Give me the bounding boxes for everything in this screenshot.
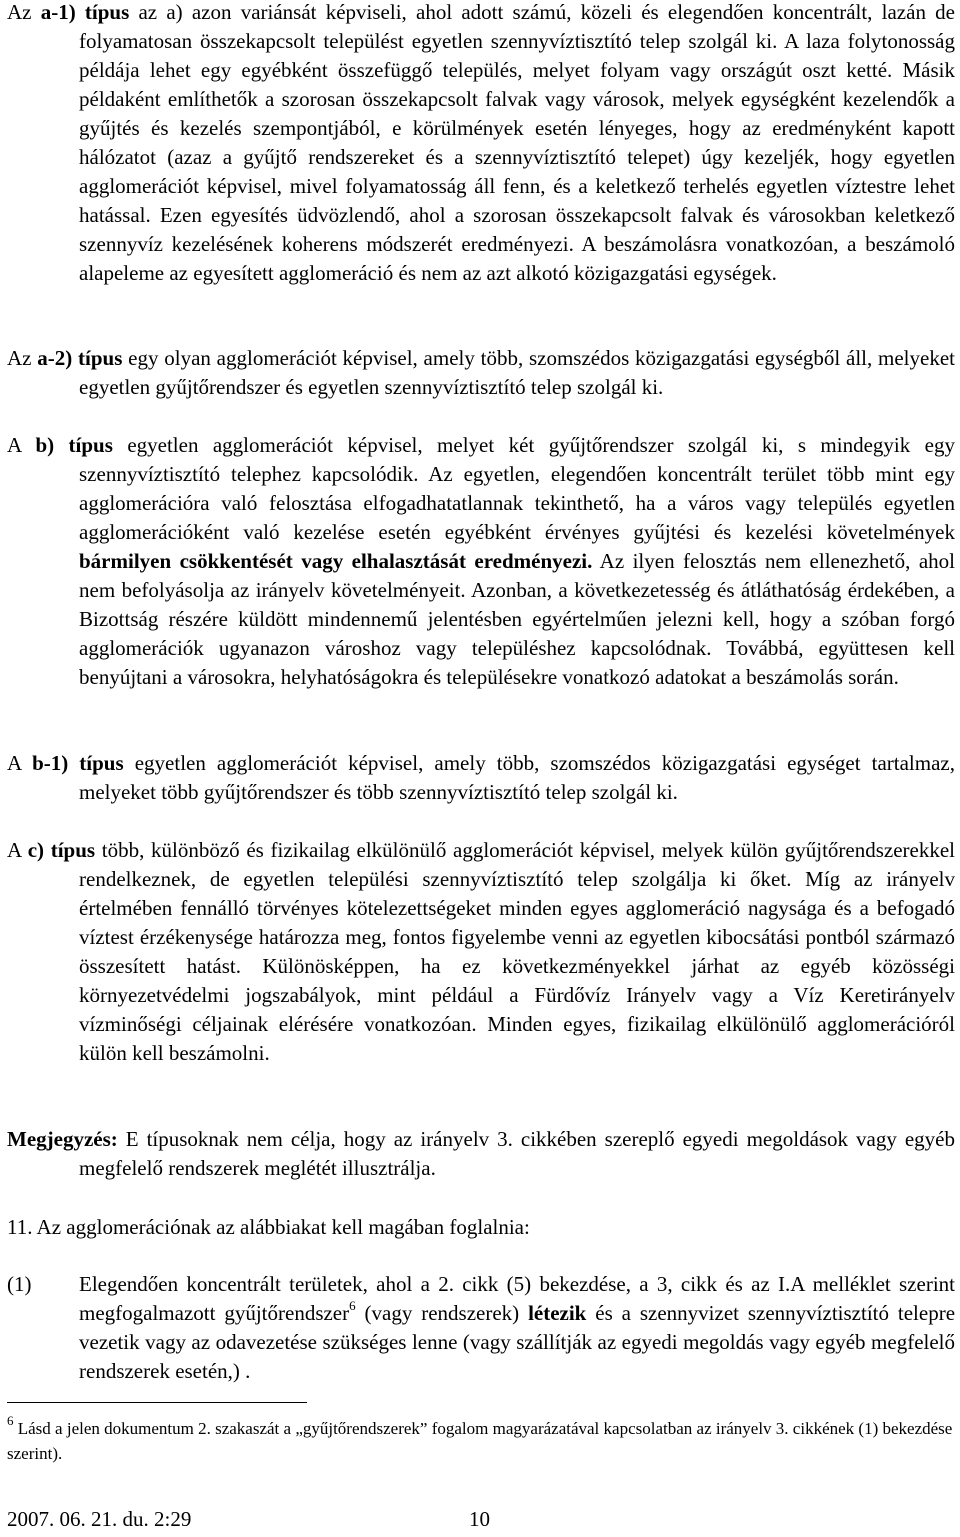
type-label-b1: b-1) típus bbox=[32, 751, 124, 775]
type-label-b: b) típus bbox=[35, 433, 113, 457]
emphasis-text: létezik bbox=[528, 1301, 587, 1325]
paragraph-c: A c) típus több, különböző és fizikailag elkülönülő agglomerációt képvisel, melyek külön gyűjtőrendszerekkel rendelkeznek, de egyetlen települési szennyvíztisztító telep szolgálja ki őket. Míg az irányelv értelmében fennálló törvényes kötelezettségeket minden egyes agglomeráció nagysága és a befogadó víztest érzékenysége határozza meg, fontos figyelembe venni az egyetlen kibocsátási pontból származó összesített hatást. Különösképpen, ha ez következményekkel járhat az egyéb közösségi környezetvédelmi jogszabályok, mint például a Fürdővíz Irányelv vagy a Víz Keretirányelv vízminőségi céljainak elérésére vonatkozóan. Minden egyes, fizikailag elkülönülő agglomerációról külön kell beszámolni. bbox=[7, 838, 955, 1065]
paragraph-a2: Az a-2) típus egy olyan agglomerációt képvisel, amely több, szomszédos közigazgatási egységből áll, melyeket egyetlen gyűjtőrendszer és egyetlen szennyvíztisztító telep szolgál ki. bbox=[7, 346, 955, 399]
emphasis-text: bármilyen csökkentését vagy elhalasztását eredményezi. bbox=[79, 549, 593, 573]
type-label-a2: a-2) típus bbox=[37, 346, 123, 370]
paragraph-b: A b) típus egyetlen agglomerációt képvisel, melyet két gyűjtőrendszer szolgál ki, s mindegyik egy szennyvíztisztító telephez kapcsolódik. Az egyetlen, elegendően koncentrált terület több mint egy agglomerációra való felosztása elfogadhatatlannak tekinthető, ha a város vagy település egyetlen agglomerációként való kezelése esetén egyébként érvényes gyűjtési és kezelési követelmények bármilyen csökkentését vagy elhalasztását eredményezi. Az ilyen felosztás nem ellenezhető, ahol nem befolyásolja az irányelv követelményeit. Azonban, a következetesség és átláthatóság érdekében, a Bizottság részére küldött mindennemű jelentésben egyértelműen jelezni kell, hogy a szóban forgó agglomerációk ugyanazon városhoz vagy településhez kapcsolódnak. Továbbá, együttesen kell benyújtani a városokra, helyhatóságokra és településekre vonatkozó adatokat a beszámolás során. bbox=[7, 433, 955, 689]
footer-date: 2007. 06. 21. du. 2:29 bbox=[7, 1507, 192, 1531]
footnote-divider bbox=[7, 1402, 307, 1403]
section-title: 11. Az agglomerációnak az alábbiakat kell magában foglalnia: bbox=[7, 1215, 530, 1239]
footnote: $^6$ Lásd a jelen dokumentum 2. szakaszát a „gyűjtőrendszerek” fogalom magyarázatával kapcsolatban az irányelv 3. cikkének (1) bekezdése szerint). bbox=[7, 1413, 953, 1463]
note-label: Megjegyzés: bbox=[7, 1127, 118, 1151]
footnote-ref: 6 bbox=[349, 1298, 356, 1313]
note-paragraph: Megjegyzés: E típusoknak nem célja, hogy az irányelv 3. cikkében szereplő egyedi megoldások vagy egyéb megfelelő rendszerek meglétét illusztrálja. bbox=[7, 1127, 955, 1180]
paragraph-a1: Az a-1) típus az a) azon variánsát képviseli, ahol adott számú, közeli és elegendően koncentrált, lazán de folyamatosan összekapcsolt települést egyetlen szennyvíztisztító telep szolgál ki. A laza folytonosság példája lehet egy egyébként összefüggő település, melyet folyam vagy országút oszt ketté. Másik példaként említhetők a szorosan összekapcsolt falvak vagy városok, melyek egységként kezelendők a gyűjtés és kezelés szempontjából, e körülmények esetén lényeges, hogy az eredményként kapott hálózatot (azaz a gyűjtő rendszereket és a szennyvíztisztító telepet) úgy kezeljék, hogy egyetlen agglomerációt képvisel, mivel folyamatosság áll fenn, és a keletkező terhelés egyetlen víztestre lehet hatással. Ezen egyesítés üdvözlendő, ahol a szorosan összekapcsolt falvak és városokban keletkező szennyvíz kezelésének koherens módszerét eredményezi. A beszámolásra vonatkozóan, a beszámoló alapeleme az egyesített agglomeráció és nem az azt alkotó közigazgatási egységek. bbox=[7, 0, 955, 285]
type-label-a1: a-1) típus bbox=[40, 0, 130, 24]
list-item-number: (1) bbox=[7, 1272, 32, 1296]
page-number: 10 bbox=[469, 1507, 490, 1531]
paragraph-b1: A b-1) típus egyetlen agglomerációt képvisel, amely több, szomszédos közigazgatási egységet tartalmaz, melyeket több gyűjtőrendszer és több szennyvíztisztító telep szolgál ki. bbox=[7, 751, 955, 804]
type-label-c: c) típus bbox=[27, 838, 96, 862]
footnote-number: 6 bbox=[7, 1413, 14, 1429]
list-item-text: Elegendően koncentrált területek, ahol a 2. cikk (5) bekezdése, a 3, cikk és az I.A melléklet szerint megfogalmazott gyűjtőrendszer$^6$ (vagy rendszerek) létezik és a szennyvizet szennyvíztisztító telepre vezetik vagy az odavezetése szükséges lenne (vagy szállítják az egyedi megoldás vagy egyéb megfelelő rendszerek esetén,) . bbox=[79, 1272, 956, 1383]
